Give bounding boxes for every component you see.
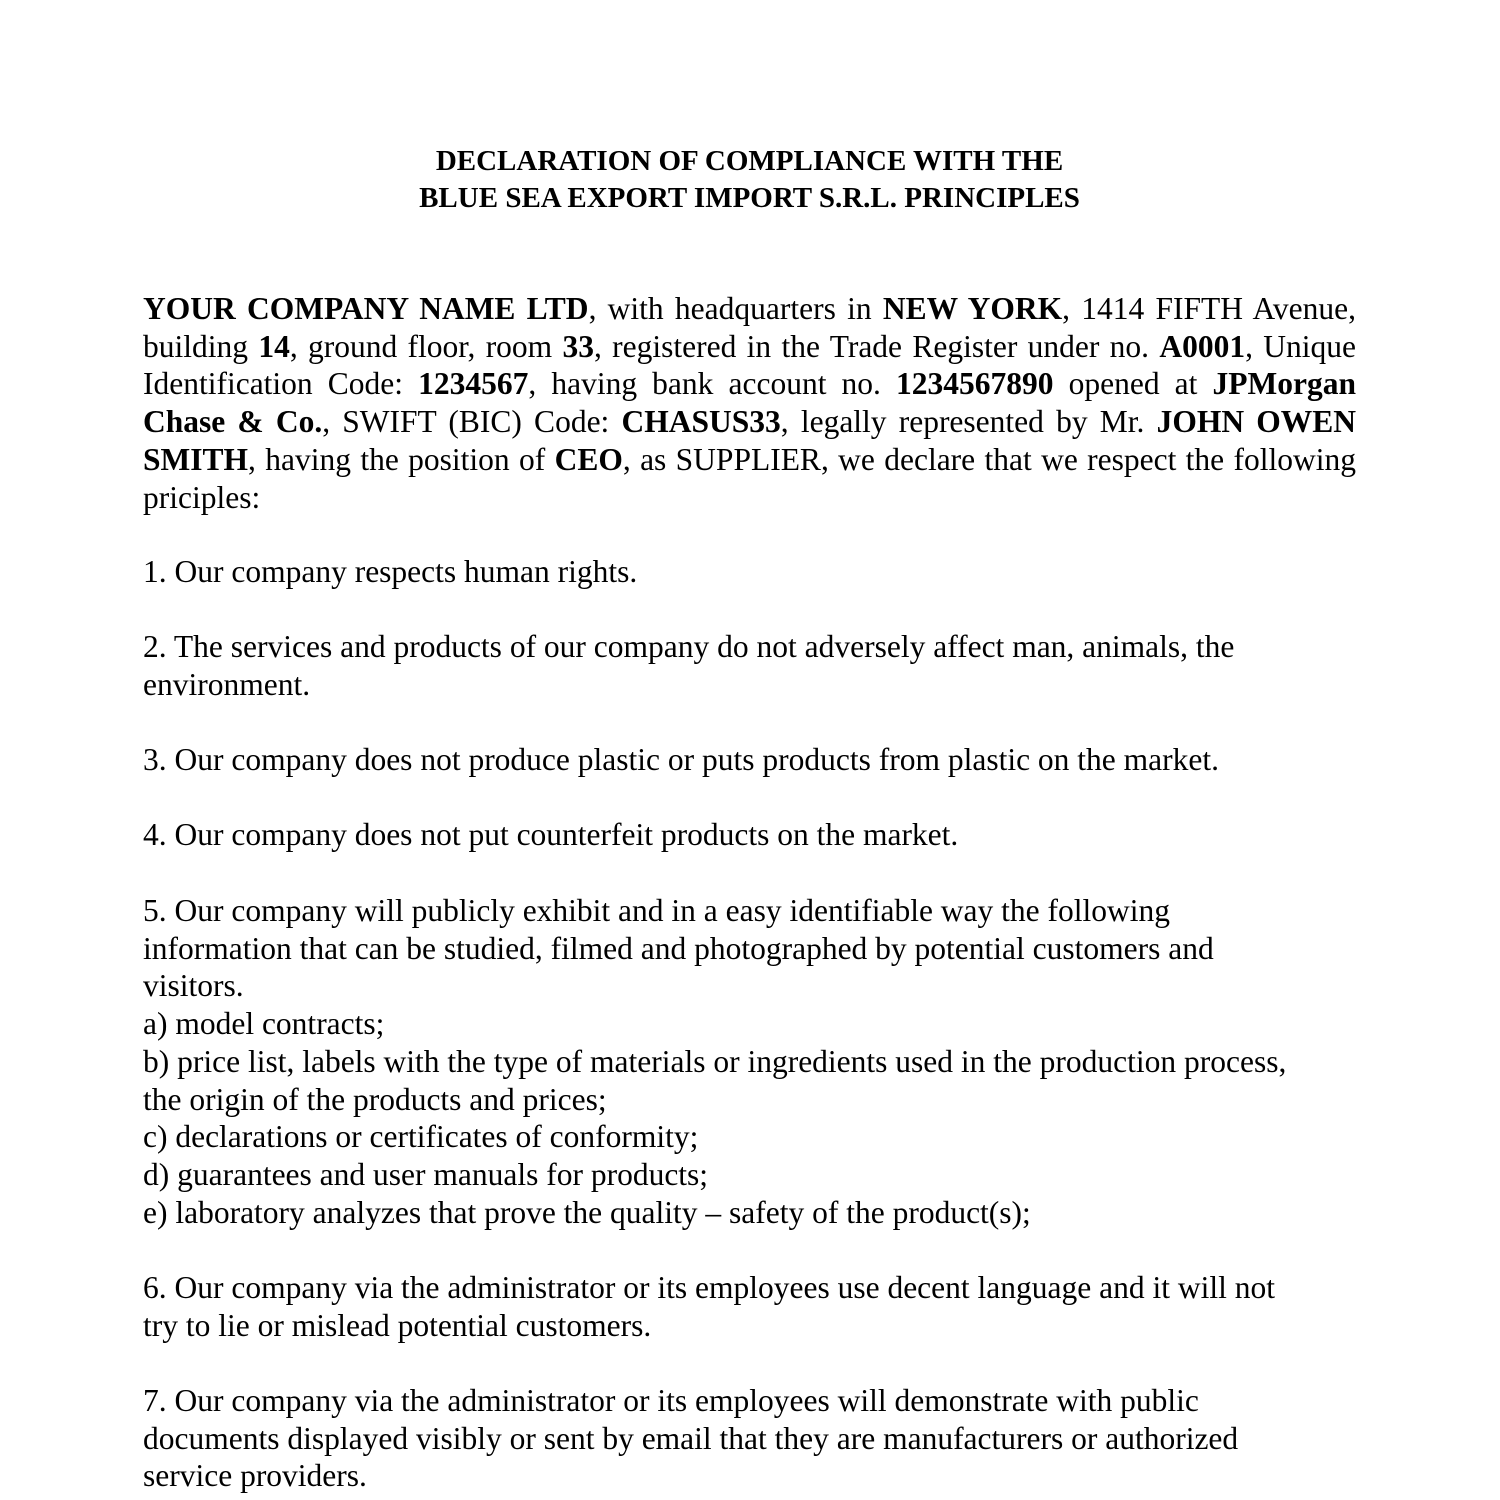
principle-6-line: try to lie or mislead potential customers. <box>143 1307 652 1343</box>
principle-5-item-e: e) laboratory analyzes that prove the quality – safety of the product(s); <box>143 1194 1031 1230</box>
company-name: YOUR COMPANY NAME LTD <box>143 291 589 326</box>
headquarters-city: NEW YORK <box>882 291 1063 326</box>
bank-account-number: 1234567890 <box>896 366 1054 402</box>
room-number: 33 <box>562 328 594 364</box>
principle-5-item-d: d) guarantees and user manuals for products; <box>143 1156 709 1192</box>
title-line-2: BLUE SEA EXPORT IMPORT S.R.L. PRINCIPLES <box>419 182 1080 214</box>
principle-7-line: service providers. <box>143 1458 367 1494</box>
principle-1-text: 1. Our company respects human rights. <box>143 554 638 589</box>
principle-5-item-b: b) price list, labels with the type of materials or ingredients used in the production process, <box>143 1043 1287 1079</box>
title-line-1: DECLARATION OF COMPLIANCE WITH THE <box>435 145 1064 177</box>
principle-5-line: 5. Our company will publicly exhibit and in a easy identifiable way the following <box>143 893 1171 928</box>
principle-5-line: visitors. <box>143 968 244 1004</box>
intro-text: , legally represented by Mr. <box>780 404 1157 440</box>
intro-text: , having the position of <box>248 441 555 477</box>
building-number: 14 <box>258 328 290 364</box>
swift-code: CHASUS33 <box>621 404 781 440</box>
document-title <box>143 143 1356 217</box>
intro-text: , SWIFT (BIC) Code: <box>322 404 622 440</box>
principle-2-line: 2. The services and products of our company do not adversely affect man, animals, the <box>143 629 1235 664</box>
principle-5 <box>143 892 1343 1231</box>
principle-2-line: environment. <box>143 666 311 702</box>
intro-text: , having bank account no. <box>528 366 897 402</box>
unique-identification-code: 1234567 <box>418 366 529 402</box>
principle-5-item-c: c) declarations or certificates of conformity; <box>143 1119 699 1155</box>
trade-register-number: A0001 <box>1159 328 1246 364</box>
representative-position: CEO <box>554 441 623 477</box>
intro-text: opened at <box>1053 366 1213 402</box>
intro-text: , Unique Identification Code: <box>143 328 1357 402</box>
principle-4 <box>143 816 1343 854</box>
principle-7 <box>143 1382 1343 1495</box>
intro-paragraph <box>143 290 1356 516</box>
principle-4-text: 4. Our company does not put counterfeit products on the market. <box>143 817 959 852</box>
principle-7-line: documents displayed visibly or sent by email that they are manufacturers or authorized <box>143 1420 1239 1456</box>
principle-5-line: information that can be studied, filmed and photographed by potential customers and <box>143 930 1214 966</box>
principle-3-text: 3. Our company does not produce plastic or puts products from plastic on the market. <box>143 742 1219 777</box>
intro-text: , ground floor, room <box>289 328 563 364</box>
principle-1 <box>143 553 1343 591</box>
intro-text: , registered in the Trade Register under no. <box>594 328 1160 364</box>
principle-7-line: 7. Our company via the administrator or its employees will demonstrate with public <box>143 1383 1199 1418</box>
principle-3 <box>143 741 1343 779</box>
bank-name: JPMorgan Chase & Co. <box>143 366 1356 440</box>
principle-5-item-b-cont: the origin of the products and prices; <box>143 1081 607 1117</box>
principle-5-item-a: a) model contracts; <box>143 1006 385 1042</box>
intro-text: , with headquarters in <box>588 291 883 326</box>
intro-text: , 1414 FIFTH Avenue, building <box>143 291 1356 364</box>
principle-6-line: 6. Our company via the administrator or its employees use decent language and it will not <box>143 1270 1275 1305</box>
principle-6 <box>143 1269 1343 1344</box>
principle-2 <box>143 628 1343 703</box>
intro-text: , as SUPPLIER, we declare that we respect the following priciples: <box>143 441 1356 515</box>
representative-name: JOHN OWEN SMITH <box>143 404 1357 477</box>
